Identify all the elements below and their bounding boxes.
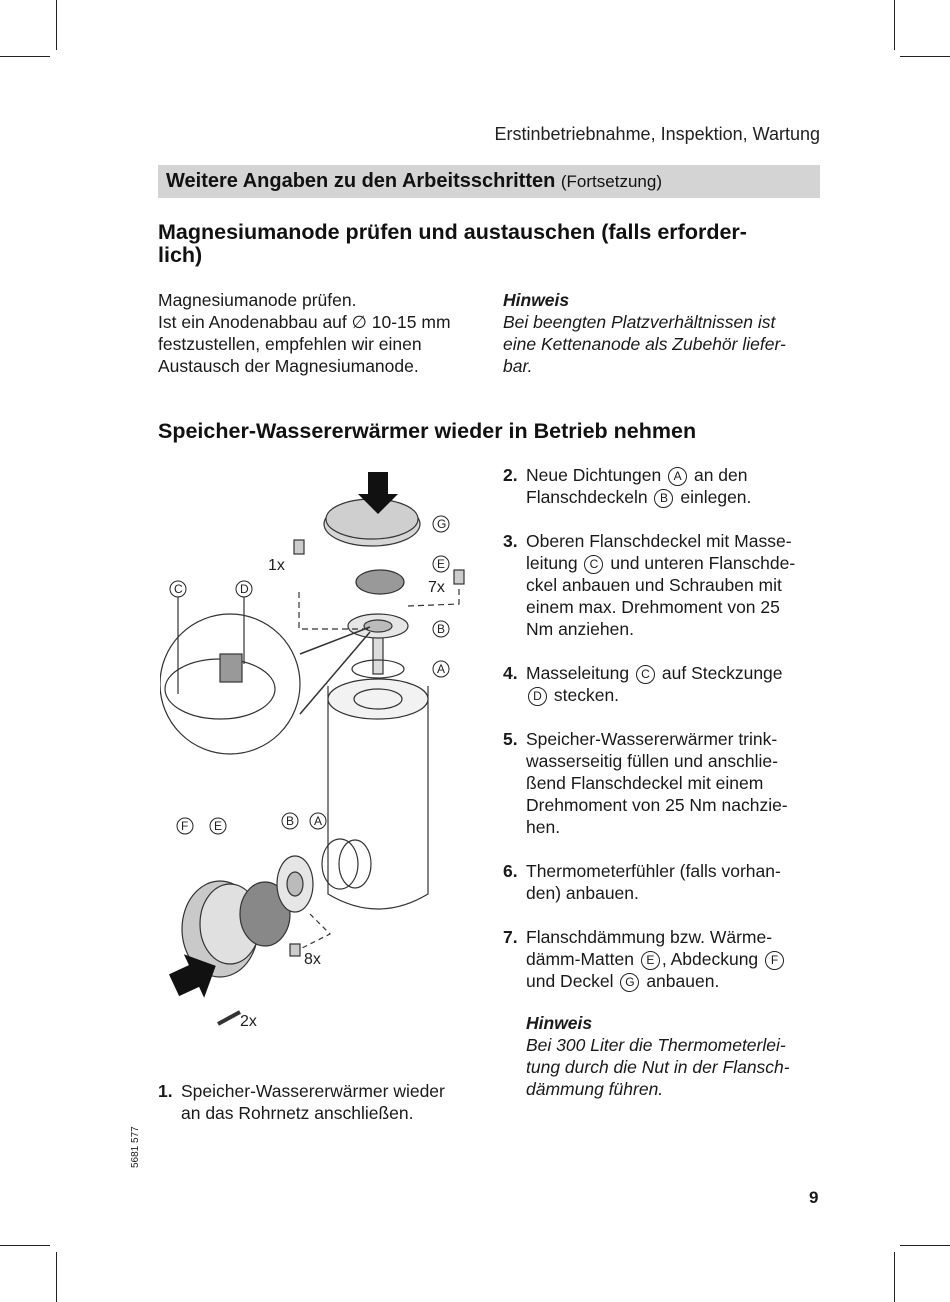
running-header: Erstinbetriebnahme, Inspektion, Wartung [494,124,820,144]
marker-b2 [282,813,298,829]
marker-c [170,581,186,597]
step-3: 3. Oberen Flanschdeckel mit Masse- leitung C und unteren Flanschde- ckel anbauen und Schrauben mit einem max. Drehmoment von 25 Nm anziehen. [503,531,796,639]
page-number: 9 [809,1188,819,1207]
qty-8x: 8x [304,951,321,968]
section-continuation: (Fortsetzung) [560,172,662,191]
svg-text:C: C [174,582,183,596]
qty-1x: 1x [268,557,285,574]
steps-list [503,464,823,1122]
svg-text:A: A [314,814,323,828]
qty-7x: 7x [428,579,445,596]
crop-mark [900,1245,950,1246]
marker-f-inline: F [765,951,784,970]
crop-mark [900,56,950,57]
detail-magnifier [160,614,300,754]
marker-f [177,818,193,834]
marker-c-inline: C [636,665,655,684]
marker-e-inline: E [641,951,660,970]
anode-note: Hinweis Bei beengten Platzverhältnissen ist eine Kettenanode als Zubehör liefer- bar. [503,289,823,377]
crop-mark [56,0,57,50]
marker-a [433,661,449,677]
step-2: 2. Neue Dichtungen A an den Flanschdeckeln B einlegen. [503,465,752,507]
svg-text:D: D [240,582,249,596]
crop-mark [0,56,50,57]
marker-a-inline: A [668,467,687,486]
svg-text:G: G [437,517,447,531]
marker-b-inline: B [654,489,673,508]
note-title: Hinweis [503,290,570,310]
insulation-e [356,570,404,594]
step-1: 1. Speicher-Wassererwärmer wieder an das Rohrnetz anschließen. [158,1081,445,1123]
marker-d [236,581,252,597]
marker-d-inline: D [528,687,547,706]
marker-g-inline: G [620,973,639,992]
crop-mark [894,0,895,50]
marker-e2 [210,818,226,834]
step-6: 6. Thermometerfühler (falls vorhan- den) anbauen. [503,861,781,903]
marker-a2 [310,813,326,829]
bolt-icon [454,570,464,584]
marker-b [433,621,449,637]
svg-text:F: F [181,819,189,833]
anode-rod [373,634,383,674]
crop-mark [56,1252,57,1302]
anode-heading: Magnesiumanode prüfen und austauschen (falls erforder- lich) [158,220,747,267]
svg-text:B: B [286,814,295,828]
anode-text: Magnesiumanode prüfen. Ist ein Anodenabbau auf ∅ 10-15 mm festzustellen, empfehlen wir einen Austausch der Magnesiumanode. [158,290,451,376]
step-4: 4. Masseleitung C auf Steckzunge D stecken. [503,663,783,705]
screw-icon [218,1012,240,1024]
crop-mark [894,1252,895,1302]
tank-top [328,679,428,719]
marker-c-inline: C [584,555,603,574]
step-5: 5. Speicher-Wassererwärmer trink- wasserseitig füllen und anschlie- ßend Flanschdeckel mit einem Drehmoment von 25 Nm nachzie- hen. [503,729,788,837]
assembly-figure [160,464,480,1044]
qty-2x: 2x [240,1013,257,1030]
note-title: Hinweis [526,1013,593,1033]
svg-text:E: E [214,819,223,833]
restart-note: Hinweis Bei 300 Liter die Thermometerlei- tung durch die Nut in der Flansch- dämmung führen. [503,1012,823,1100]
svg-text:B: B [437,622,446,636]
crop-mark [0,1245,50,1246]
restart-heading: Speicher-Wassererwärmer wieder in Betrieb nehmen [158,419,697,443]
svg-text:E: E [437,557,446,571]
svg-text:A: A [437,662,446,676]
step-7: 7. Flanschdämmung bzw. Wärme- dämm-Matten E , Abdeckung F und Deckel G anbauen. [503,926,823,992]
section-title-bar [158,165,820,198]
marker-g [433,516,449,532]
bolt-icon [290,944,300,956]
section-title: Weitere Angaben zu den Arbeitsschritten [166,170,556,192]
marker-e [433,556,449,572]
document-number: 5681 577 [130,1126,141,1168]
bolt-icon [294,540,304,554]
